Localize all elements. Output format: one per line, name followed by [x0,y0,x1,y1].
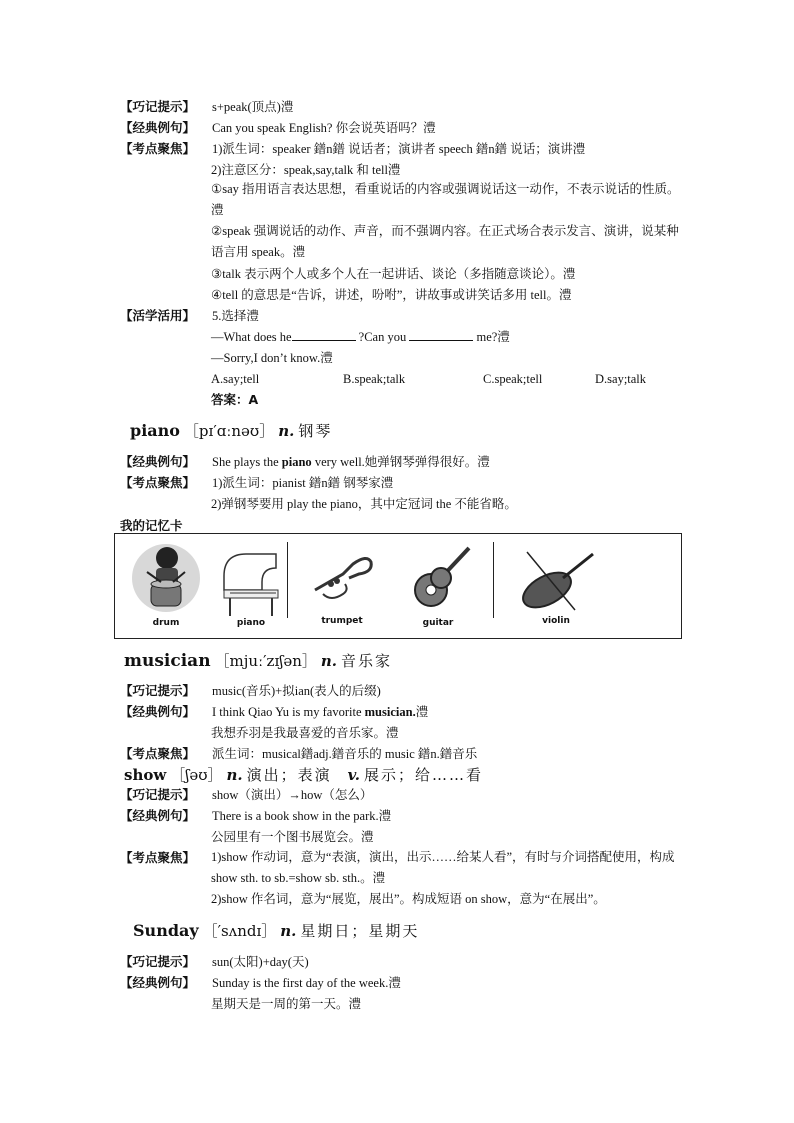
example-text: Sunday is the first day of the week.澧 [212,976,401,990]
example-label: 【经典例句】 [120,120,196,135]
focus-text: 派生词：musical鐠adj.鐠音乐的 music 鐠n.鐠音乐 [212,747,478,761]
focus-text-5: ③talk 表示两个人或多个人在一起讲话、谈论（多指随意谈论）。澧 [211,267,576,281]
piano-label: piano [236,618,266,628]
headword: musician [124,651,211,671]
focus-text-4: ②speak 强调说话的动作、声音，而不强调内容。在正式场合表示发言、演讲，说某种语言用 speak。澧 [211,224,679,259]
show-headword [124,764,483,785]
sunday-example-row [120,974,401,992]
practice-question: 5.选择澧 [212,309,259,323]
show-focus-row [120,849,212,867]
meaning-verb: 展示；给……看 [363,766,483,784]
show-example-row [120,807,391,825]
drum-label: drum [152,618,180,628]
divider [493,542,494,618]
answer-blank-2[interactable] [409,328,473,341]
speak-focus-row [120,140,585,158]
show-tip-row [120,786,372,804]
tip-label: 【巧记提示】 [120,787,196,802]
piano-icon [216,546,286,618]
example-text: Can you speak English? 你会说英语吗？澧 [212,121,436,135]
focus-text-2: 2)弹钢琴要用 play the piano，其中定冠词 the 不能省略。 [211,497,517,511]
answer-blank-1[interactable] [292,328,356,341]
example-label: 【经典例句】 [120,704,196,719]
phonetic: ［ʃəʊ］ [170,766,223,784]
focus-label: 【考点聚焦】 [120,746,196,761]
meaning: 钢琴 [298,422,333,440]
example-text-b: very well.她弹钢琴弹得很好。澧 [311,455,490,469]
focus-text-1: 1)派生词：speaker 鐠n鐠 说话者；演讲者 speech 鐠n鐠 说话；演讲澧 [212,142,586,156]
option-d: D.say;talk [595,372,647,386]
question-part-b: ?Can you [358,330,407,344]
phonetic: ［pɪ′ɑːnəʊ］ [183,422,275,440]
meaning-noun: 演出；表演 [246,766,332,784]
piano-focus-row [120,474,393,492]
piano-item [211,546,291,628]
example-label: 【经典例句】 [120,808,196,823]
drum-icon [129,540,203,618]
musician-headword [124,650,392,671]
example-bold: piano [281,455,312,469]
meaning: 音乐家 [340,652,392,670]
focus-text-2: 2)注意区分：speak,say,talk 和 tell澧 [211,163,401,177]
tip-label: 【巧记提示】 [120,683,196,698]
question-line-1 [211,328,510,346]
violin-icon [513,544,599,616]
example-bold: musician. [364,705,416,719]
headword: show [124,766,167,784]
speak-example-row [120,119,436,137]
example-chinese: 星期天是一周的第一天。澧 [211,997,362,1011]
tip-text: s+peak(顶点)澧 [212,100,294,114]
tip-text: sun(太阳)+day(天) [212,955,309,969]
example-chinese: 公园里有一个图书展览会。澧 [211,830,374,844]
guitar-icon [401,542,475,618]
memory-card-title: 我的记忆卡 [120,518,183,533]
speak-tip-row [120,98,293,116]
headword: Sunday [133,921,199,940]
musician-tip-row [120,682,381,700]
answer-text: 答案：A [211,392,259,407]
practice-row [120,307,259,325]
phonetic: ［mjuː′zɪʃən］ [214,652,317,670]
focus-text-3: ①say 指用语言表达思想，看重说话的内容或强调说话这一动作，不表示说话的性质。澧 [211,182,680,217]
sunday-tip-row [120,953,309,971]
part-of-speech: n. [278,422,295,440]
divider [287,542,288,618]
guitar-item [401,542,475,628]
piano-headword [130,420,332,441]
musician-example-row [120,703,428,721]
tip-text: music(音乐)+拟ian(表人的后缀) [212,684,381,698]
violin-label: violin [542,616,570,626]
tip-label: 【巧记提示】 [120,99,196,114]
focus-text-1: 1)show 作动词，意为“表演，演出，出示……给某人看”，有时与介词搭配使用，构成 show sth. to sb.=show sb. sth.。澧 [211,850,675,885]
headword: piano [130,421,180,440]
focus-label: 【考点聚焦】 [120,850,196,865]
memory-card [114,533,682,639]
trumpet-item [307,544,377,626]
question-part-c: me?澧 [476,330,510,344]
violin-item [511,544,601,626]
option-c: C.speak;tell [483,372,543,386]
example-chinese: 我想乔羽是我最喜爱的音乐家。澧 [211,726,399,740]
tip-text: show（演出）→how（怎么） [212,788,373,802]
part-of-speech-verb: v. [347,766,360,784]
trumpet-icon [309,544,375,616]
trumpet-label: trumpet [321,616,363,626]
example-text-b: 澧 [415,705,429,719]
option-a: A.say;tell [211,372,260,386]
focus-label: 【考点聚焦】 [120,475,196,490]
musician-focus-row [120,745,477,763]
focus-text-2: 2)show 作名词，意为“展览，展出”。构成短语 on show，意为“在展出”。 [211,892,606,906]
example-label: 【经典例句】 [120,975,196,990]
focus-text-1: 1)派生词：pianist 鐠n鐠 钢琴家澧 [212,476,394,490]
example-text: There is a book show in the park.澧 [212,809,392,823]
focus-label: 【考点聚焦】 [120,141,196,156]
example-text-a: I think Qiao Yu is my favorite [212,705,365,719]
part-of-speech: n. [226,766,243,784]
piano-example-row [120,453,490,471]
part-of-speech: n. [280,922,297,940]
meaning: 星期日；星期天 [300,922,420,940]
example-label: 【经典例句】 [120,454,196,469]
question-part-a: —What does he [211,330,292,344]
drum-item [123,540,209,628]
practice-label: 【活学活用】 [120,308,196,323]
tip-label: 【巧记提示】 [120,954,196,969]
option-b: B.speak;talk [343,372,406,386]
part-of-speech: n. [320,652,337,670]
sunday-headword [133,920,419,941]
phonetic: ［′sʌndɪ］ [202,922,277,940]
focus-text-6: ④tell 的意思是“告诉，讲述，吩咐”，讲故事或讲笑话多用 tell。澧 [211,288,572,302]
example-text-a: She plays the [212,455,282,469]
guitar-label: guitar [422,618,454,628]
question-line-2: —Sorry,I don’t know.澧 [211,351,333,365]
